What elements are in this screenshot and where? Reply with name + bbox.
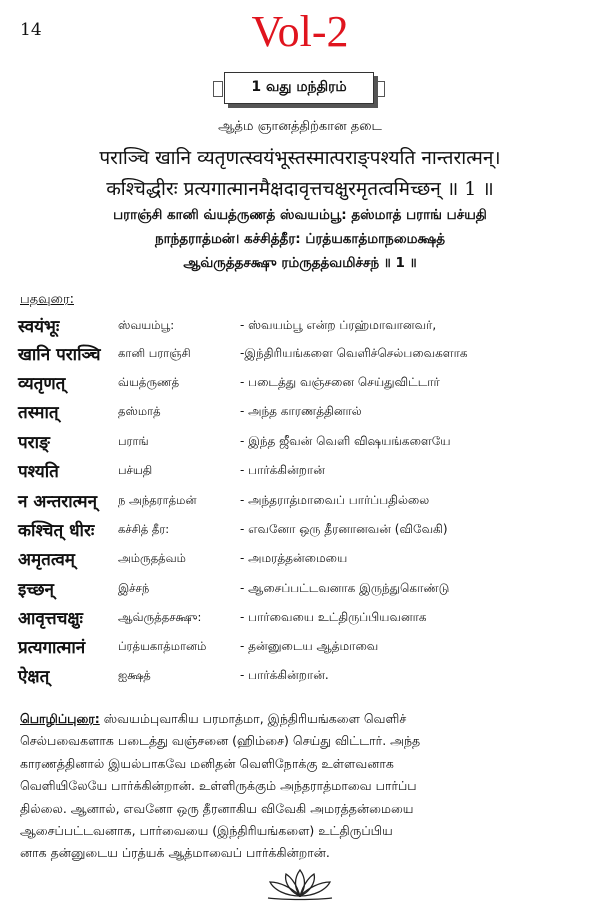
glossary-row: [18, 459, 584, 486]
glossary-row: [18, 606, 584, 633]
commentary-line: னாக தன்னுடைய ப்ரத்யக் ஆத்மாவைப் பார்க்கின்றான்.: [20, 845, 330, 861]
tamil-translit-line-2: நாந்தராத்மன்। கச்சித்தீர: ப்ரத்யகாத்மாநமைக்ஷத்: [154, 231, 446, 247]
glossary-meaning: - பார்க்கின்றான்.: [240, 668, 329, 682]
glossary-sanskrit-term: न अन्तरात्मन्: [18, 492, 98, 512]
box-ornament-left: [213, 81, 223, 97]
glossary-meaning: - அமரத்தன்மையை: [240, 551, 348, 565]
glossary-sanskrit-term: ऐक्षत्: [18, 667, 50, 687]
glossary-meaning: - அந்தராத்மாவைப் பார்ப்பதில்லை: [240, 493, 430, 507]
glossary-tamil-translit: ஸ்வயம்பூ:: [118, 318, 175, 332]
glossary-tamil-translit: இச்சந்: [118, 581, 150, 595]
glossary-meaning: - பார்க்கின்றான்: [240, 463, 325, 477]
glossary-meaning: - படைத்து வஞ்சனை செய்துவிட்டார்: [240, 375, 440, 389]
glossary-row: [18, 314, 584, 341]
glossary-row: [18, 518, 584, 545]
glossary-row: [18, 664, 584, 691]
glossary-tamil-translit: ஆவ்ருத்தசக்ஷு:: [118, 610, 202, 624]
glossary-row: [18, 342, 584, 369]
glossary-tamil-translit: கானி பராஞ்சி: [118, 346, 191, 360]
volume-title: Vol-2: [251, 7, 349, 56]
glossary-sanskrit-term: इच्छन्: [18, 580, 54, 600]
glossary-tamil-translit: கச்சித் தீர:: [118, 522, 170, 536]
sanskrit-verse-line-2: कश्चिद्धीरः प्रत्यगात्मानमैक्षदावृत्तचक्षुरमृतत्वमिच्छन् ॥ 1 ॥: [106, 178, 494, 200]
glossary-tamil-translit: வ்யத்ருணத்: [118, 375, 180, 389]
glossary-sanskrit-term: अमृतत्वम्: [18, 550, 75, 570]
glossary-sanskrit-term: पराङ्: [18, 433, 50, 453]
glossary-tamil-translit: பச்யதி: [118, 463, 153, 477]
glossary-meaning: - எவனோ ஒரு தீரனானவன் (விவேகி): [240, 522, 448, 536]
commentary-label: பொழிப்புரை:: [20, 711, 100, 726]
box-ornament-right: [375, 81, 385, 97]
sanskrit-verse-line-1: पराञ्चि खानि व्यतृणत्स्वयंभूस्तस्मात्पराङ्पश्यति नान्तरात्मन्।: [99, 147, 501, 169]
glossary-meaning: - பார்வையை உட்திருப்பியவனாக: [240, 610, 427, 624]
tamil-translit-line-1: பராஞ்சி கானி வ்யத்ருணத் ஸ்வயம்பூ: தஸ்மாத் பராங் பச்யதி: [113, 207, 487, 223]
glossary-tamil-translit: பராங்: [118, 434, 149, 448]
subheading: ஆத்ம ஞானத்திற்கான தடை: [218, 119, 382, 134]
glossary-meaning: - ஸ்வயம்பூ என்ற ப்ரஹ்மாவானவர்,: [240, 318, 437, 332]
glossary-meaning: - தன்னுடைய ஆத்மாவை: [240, 639, 379, 653]
glossary-sanskrit-term: प्रत्यगात्मानं: [18, 638, 86, 658]
glossary-sanskrit-term: पश्यति: [18, 462, 59, 482]
glossary-sanskrit-term: खानि पराञ्चि: [18, 345, 101, 365]
glossary-tamil-translit: தஸ்மாத்: [118, 404, 161, 418]
glossary-meaning: - இந்த ஜீவன் வெளி விஷயங்களையே: [240, 434, 451, 448]
commentary-line: ஸ்வயம்புவாகிய பரமாத்மா, இந்திரியங்களை வெளிச்: [99, 711, 407, 726]
glossary-tamil-translit: ஐக்ஷத்: [118, 668, 151, 682]
commentary-line: வெளியிலேயே பார்க்கின்றான். உள்ளிருக்கும் அந்தராத்மாவை பார்ப்ப: [20, 778, 417, 794]
glossary-row: [18, 577, 584, 604]
commentary-line: செல்பவைகளாக படைத்து வஞ்சனை (ஹிம்சை) செய்து விட்டார். அந்த: [20, 733, 421, 749]
glossary-meaning: -இந்திரியங்களை வெளிச்செல்பவைகளாக: [240, 346, 468, 360]
mantra-title: 1 வது மந்திரம்: [251, 79, 347, 95]
glossary-sanskrit-term: व्यतृणत्: [18, 374, 66, 394]
glossary-sanskrit-term: स्वयंभूः: [18, 317, 60, 337]
glossary-meaning: - அந்த காரணத்தினால்: [240, 404, 362, 418]
lotus-ornament-icon: [250, 864, 350, 904]
commentary: [20, 708, 582, 865]
glossary-row: [18, 430, 584, 457]
glossary-sanskrit-term: आवृत्तचक्षुः: [18, 609, 83, 629]
glossary-row: [18, 489, 584, 516]
tamil-translit-line-3: ஆவ்ருத்தசக்ஷு ரம்ருதத்வமிச்சந் ॥ 1 ॥: [183, 255, 417, 271]
glossary-meaning: - ஆசைப்பட்டவனாக இருந்துகொண்டு: [240, 581, 450, 595]
commentary-line: காரணத்தினால் இயல்பாகவே மனிதன் வெளிநோக்கு உள்ளவனாக: [20, 755, 394, 771]
glossary-row: [18, 371, 584, 398]
glossary-row: [18, 400, 584, 427]
glossary-tamil-translit: அம்ருதத்வம்: [118, 551, 186, 565]
commentary-line: ஆசைப்பட்டவனாக, பார்வையை (இந்திரியங்களை) உட்திருப்பிய: [20, 823, 393, 839]
glossary-sanskrit-term: तस्मात्: [18, 403, 59, 423]
mantra-title-box: [224, 72, 374, 104]
padavurai-heading: பதவுரை:: [20, 292, 74, 307]
glossary-row: [18, 547, 584, 574]
glossary-sanskrit-term: कश्चित् धीरः: [18, 521, 95, 541]
glossary-row: [18, 635, 584, 662]
glossary-tamil-translit: ந அந்தராத்மன்: [118, 493, 197, 507]
page-number: 14: [20, 20, 42, 40]
commentary-line: தில்லை. ஆனால், எவனோ ஒரு தீரனாகிய விவேகி அமரத்தன்மையை: [20, 800, 414, 816]
glossary-tamil-translit: ப்ரத்யகாத்மானம்: [118, 639, 207, 653]
